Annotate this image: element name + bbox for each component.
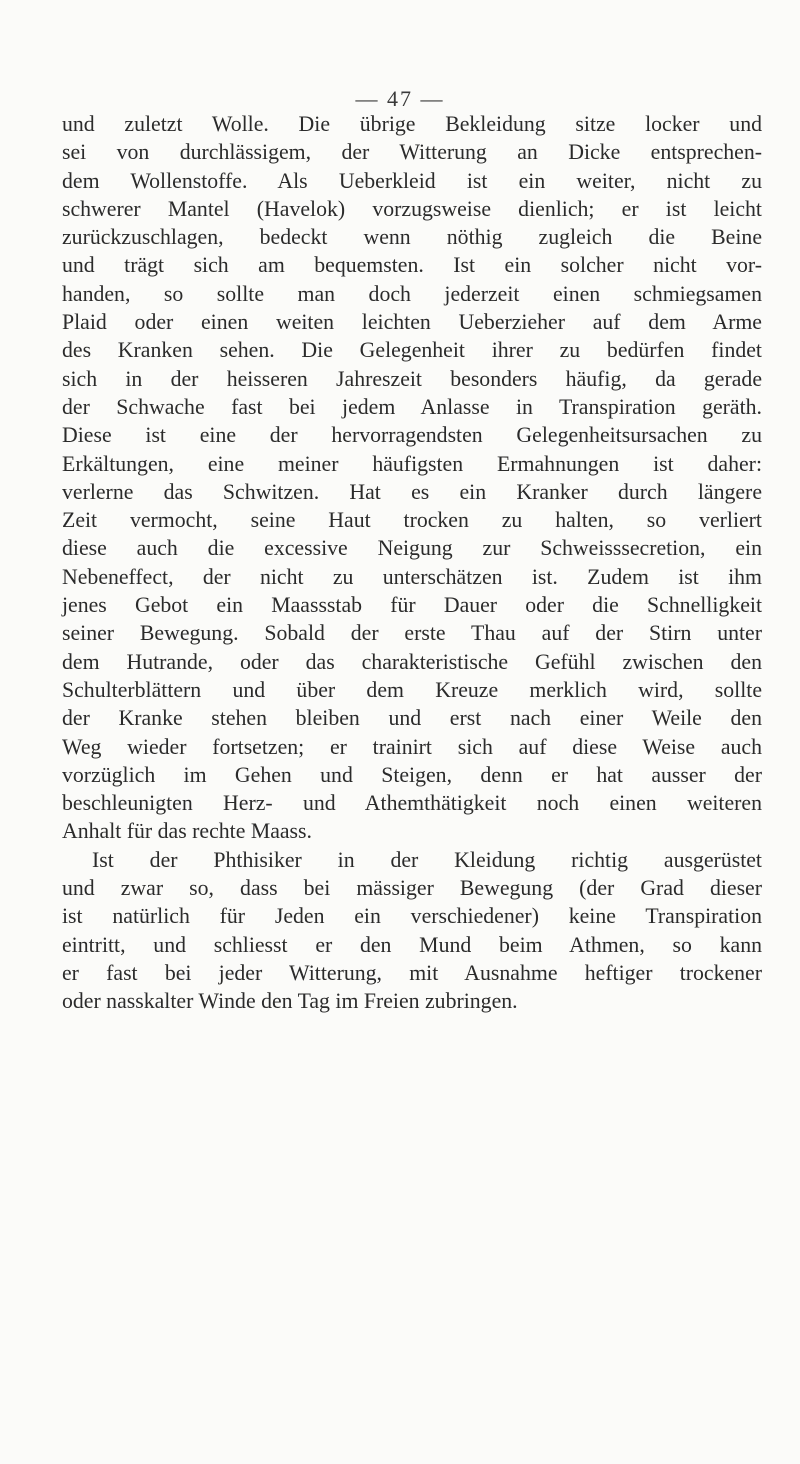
text-line: des Kranken sehen. Die Gelegenheit ihrer zu bedürfen findet: [62, 338, 762, 363]
text-line: er fast bei jeder Witterung, mit Ausnahme heftiger trockener: [62, 960, 762, 985]
body-text: [62, 110, 762, 1016]
text-line: und trägt sich am bequemsten. Ist ein solcher nicht vor-: [62, 253, 762, 278]
paragraph-1: [62, 110, 762, 846]
text-line: dem Wollenstoffe. Als Ueberkleid ist ein weiter, nicht zu: [62, 168, 762, 193]
text-line: Erkältungen, eine meiner häufigsten Ermahnungen ist daher:: [62, 451, 762, 476]
text-line: vorzüglich im Gehen und Steigen, denn er hat ausser der: [62, 762, 762, 787]
text-line: seiner Bewegung. Sobald der erste Thau auf der Stirn unter: [62, 621, 762, 646]
text-line: eintritt, und schliesst er den Mund beim Athmen, so kann: [62, 932, 762, 957]
text-line: und zuletzt Wolle. Die übrige Bekleidung sitze locker und: [62, 112, 762, 136]
text-line: verlerne das Schwitzen. Hat es ein Kranker durch längere: [62, 479, 762, 504]
text-line: dem Hutrande, oder das charakteristische Gefühl zwischen den: [62, 649, 762, 674]
text-line: Weg wieder fortsetzen; er trainirt sich auf diese Weise auch: [62, 734, 762, 759]
text-line: schwerer Mantel (Havelok) vorzugsweise dienlich; er ist leicht: [62, 196, 762, 221]
text-line: sei von durchlässigem, der Witterung an Dicke entsprechen-: [62, 140, 762, 165]
text-line: Schulterblättern und über dem Kreuze merklich wird, sollte: [62, 677, 762, 702]
text-line: Diese ist eine der hervorragendsten Gelegenheitsursachen zu: [62, 423, 762, 448]
text-line: Nebeneffect, der nicht zu unterschätzen ist. Zudem ist ihm: [62, 564, 762, 589]
text-line: handen, so sollte man doch jederzeit einen schmiegsamen: [62, 281, 762, 306]
text-line: zurückzuschlagen, bedeckt wenn nöthig zugleich die Beine: [62, 225, 762, 250]
text-line: Anhalt für das rechte Maass.: [62, 819, 312, 844]
text-line: oder nasskalter Winde den Tag im Freien zubringen.: [62, 989, 518, 1014]
paragraph-2: [62, 846, 762, 1016]
text-line: Zeit vermocht, seine Haut trocken zu halten, so verliert: [62, 508, 762, 533]
text-line: beschleunigten Herz- und Athemthätigkeit noch einen weiteren: [62, 791, 762, 816]
text-line: Ist der Phthisiker in der Kleidung richtig ausgerüstet: [92, 847, 762, 872]
text-line: jenes Gebot ein Maassstab für Dauer oder die Schnelligkeit: [62, 593, 762, 618]
text-line: der Schwache fast bei jedem Anlasse in Transpiration geräth.: [62, 394, 762, 419]
text-line: ist natürlich für Jeden ein verschiedener) keine Transpiration: [62, 904, 762, 929]
text-line: der Kranke stehen bleiben und erst nach einer Weile den: [62, 706, 762, 731]
text-line: sich in der heisseren Jahreszeit besonders häufig, da gerade: [62, 366, 762, 391]
page-number: — 47 —: [355, 86, 445, 111]
text-line: diese auch die excessive Neigung zur Schweisssecretion, ein: [62, 536, 762, 561]
text-line: Plaid oder einen weiten leichten Ueberzieher auf dem Arme: [62, 310, 762, 335]
text-line: und zwar so, dass bei mässiger Bewegung (der Grad dieser: [62, 876, 762, 901]
